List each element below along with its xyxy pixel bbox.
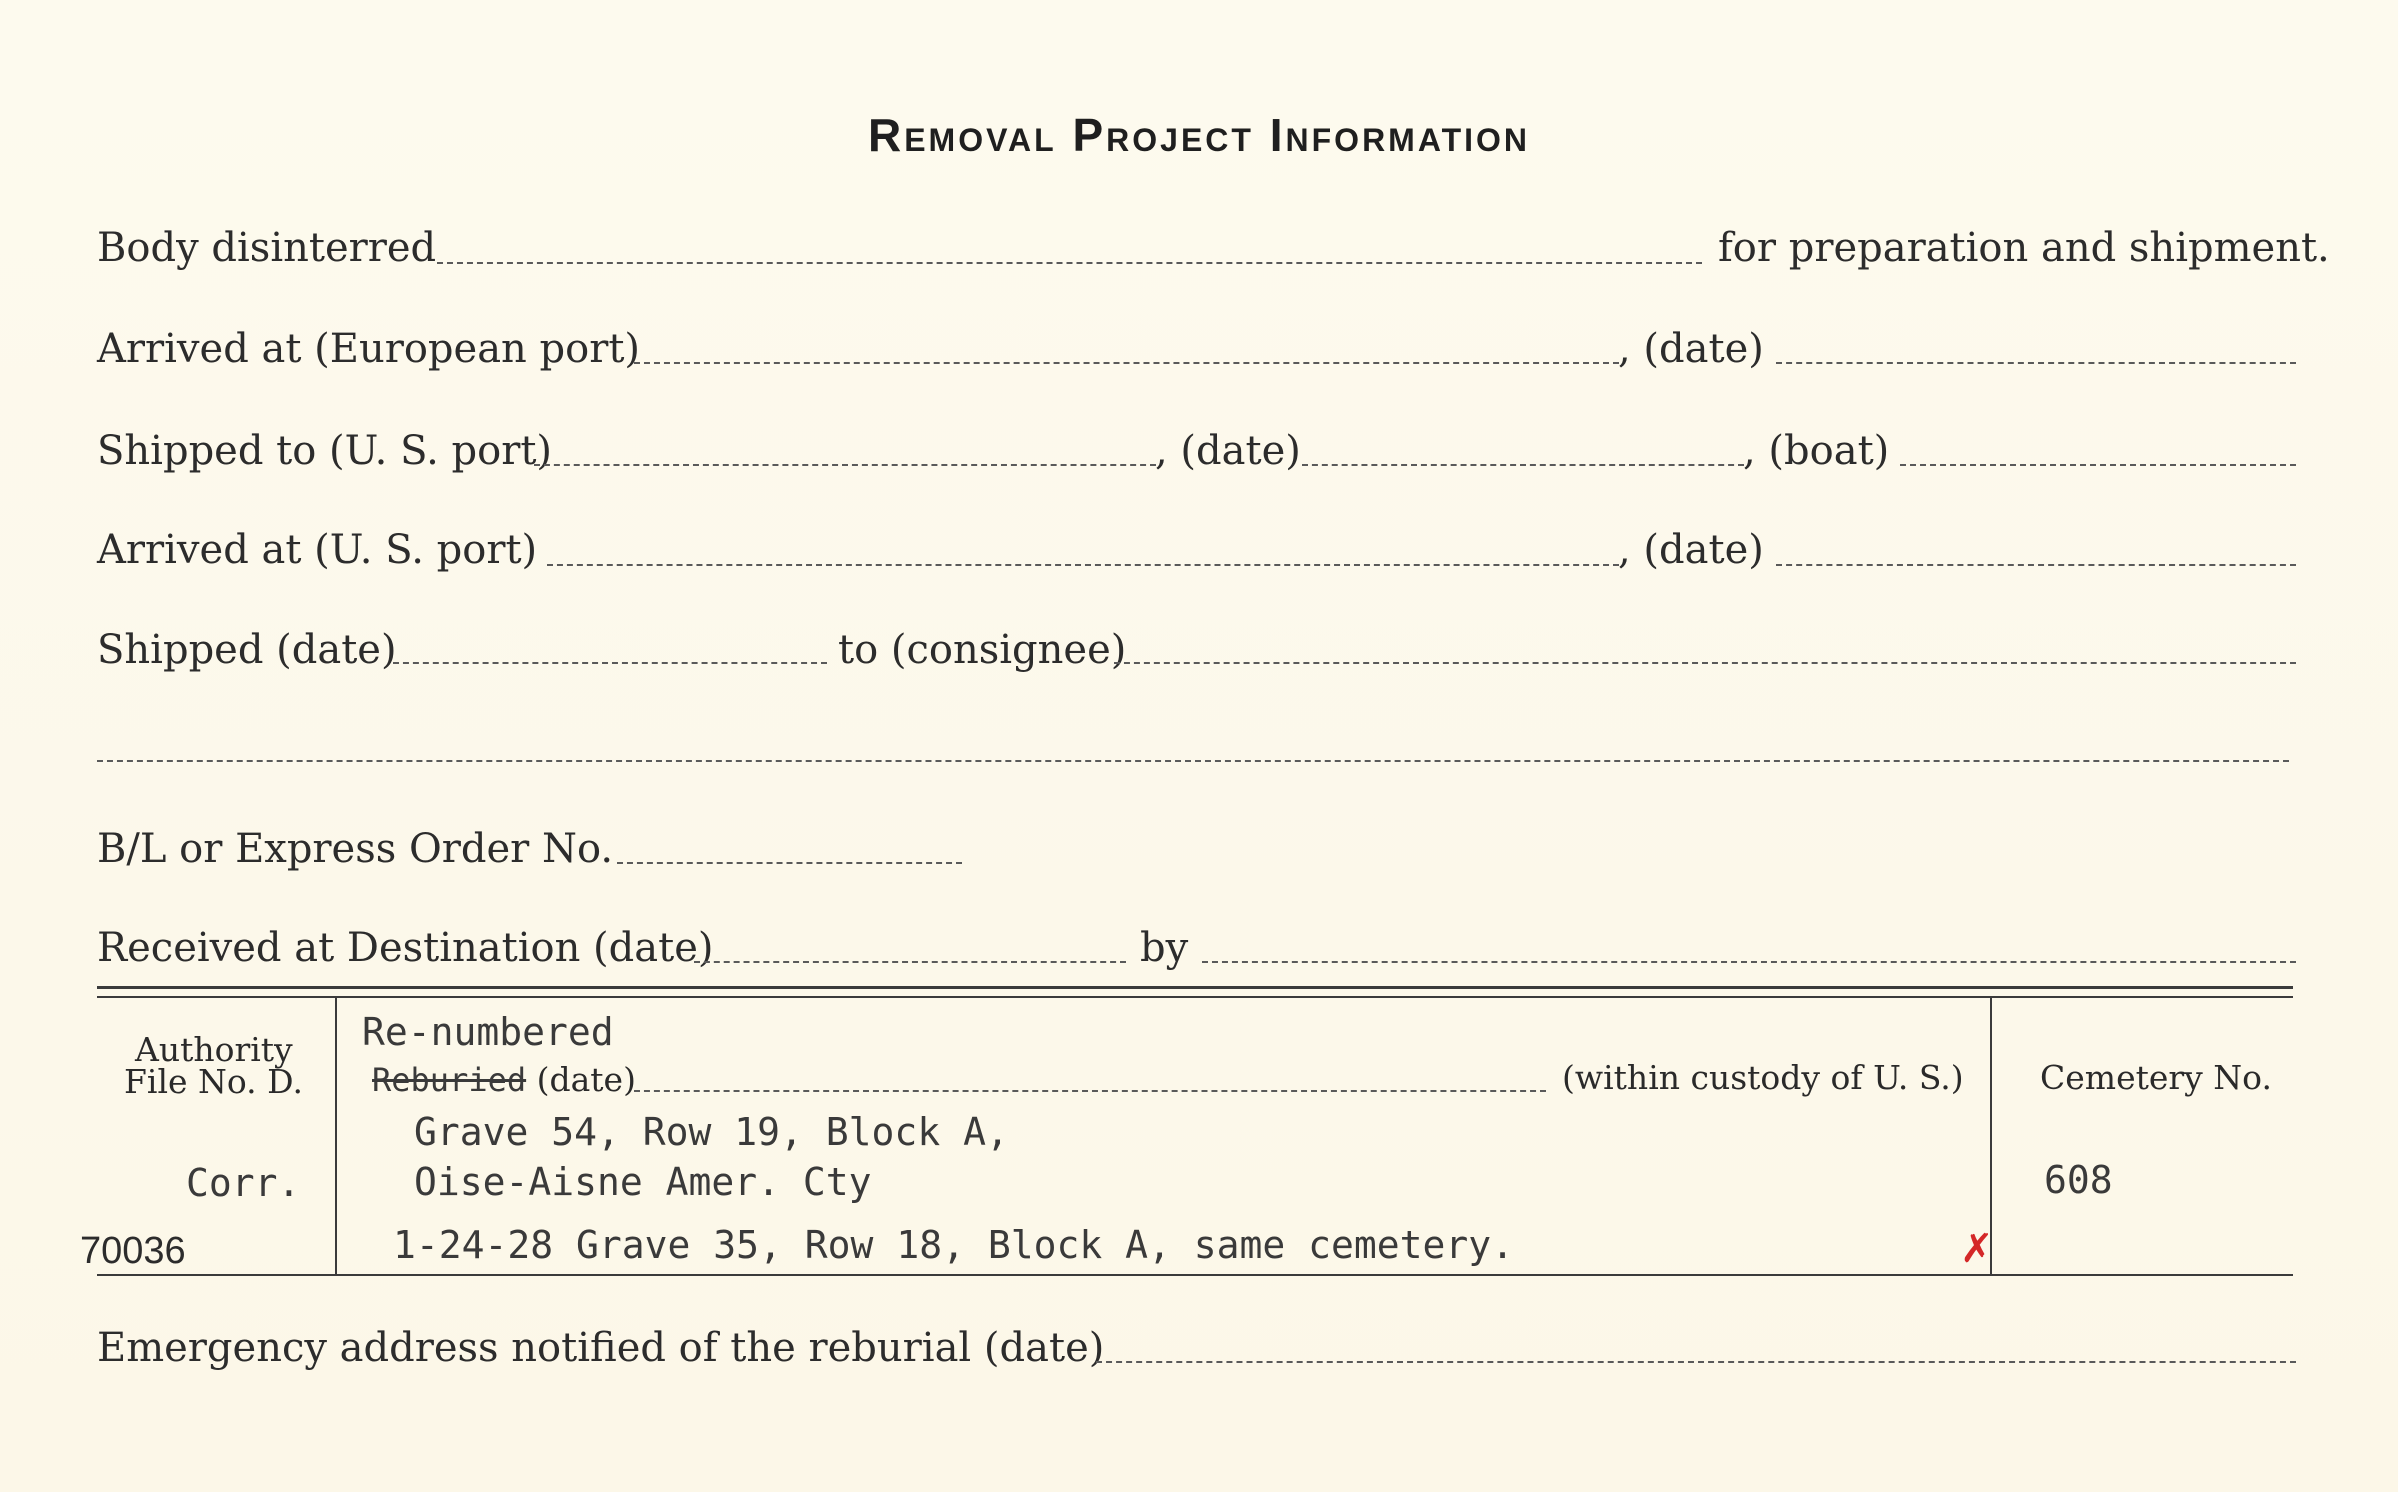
european-date-label: , (date) xyxy=(1618,326,1764,372)
reburied-date-field[interactable] xyxy=(634,1090,1546,1092)
received-destination-label: Received at Destination (date) xyxy=(97,925,714,971)
arrived-us-date-label: , (date) xyxy=(1618,527,1764,573)
shipped-us-port-label: Shipped to (U. S. port) xyxy=(97,428,552,474)
received-by-field[interactable] xyxy=(1202,961,2296,963)
shipped-date-field[interactable] xyxy=(1302,464,1744,466)
european-port-field[interactable] xyxy=(634,362,1619,364)
arrived-european-port-label: Arrived at (European port) xyxy=(97,326,641,372)
arrived-us-port-field[interactable] xyxy=(547,564,1619,566)
divider-top xyxy=(97,986,2293,989)
grave-line-1: Grave 54, Row 19, Block A, xyxy=(414,1110,1009,1154)
divider-bottom xyxy=(97,1274,2293,1276)
body-disinterred-label: Body disinterred xyxy=(97,225,437,271)
shipped-date-label: , (date) xyxy=(1155,428,1301,474)
cemetery-no-label: Cemetery No. xyxy=(2040,1058,2272,1097)
arrived-us-port-label: Arrived at (U. S. port) xyxy=(97,527,538,573)
shipped-date-row-field[interactable] xyxy=(393,662,827,664)
emergency-date-field[interactable] xyxy=(1096,1361,2296,1363)
bl-order-label: B/L or Express Order No. xyxy=(97,826,614,872)
page-title: Removal Project Information xyxy=(867,109,1531,161)
european-date-field[interactable] xyxy=(1776,362,2296,364)
received-by-label: by xyxy=(1140,925,1189,971)
boat-label: , (boat) xyxy=(1743,428,1890,474)
reburied-label xyxy=(372,1060,636,1099)
shipped-date-row-label: Shipped (date) xyxy=(97,627,397,673)
custody-label: (within custody of U. S.) xyxy=(1562,1058,1964,1097)
divider-top-2 xyxy=(97,996,2293,998)
body-disinterred-field[interactable] xyxy=(437,262,1702,264)
received-date-field[interactable] xyxy=(694,961,1126,963)
corr-text: Corr. xyxy=(186,1161,301,1205)
consignee-label: to (consignee) xyxy=(838,627,1127,673)
file-number: 70036 xyxy=(80,1230,186,1272)
cemetery-number: 608 xyxy=(2044,1158,2113,1202)
reburied-struck-text: Reburied xyxy=(372,1061,527,1099)
us-port-field[interactable] xyxy=(534,464,1156,466)
emergency-label: Emergency address notified of the reburial (date) xyxy=(97,1325,1105,1371)
bl-order-field[interactable] xyxy=(617,862,962,864)
divider-left xyxy=(335,998,337,1274)
grave-line-3: 1-24-28 Grave 35, Row 18, Block A, same cemetery. xyxy=(393,1223,1515,1267)
preparation-shipment-label: for preparation and shipment. xyxy=(1718,225,2330,271)
boat-field[interactable] xyxy=(1900,464,2296,466)
check-mark: ✗ xyxy=(1960,1226,1994,1272)
authority-label: Authority xyxy=(135,1030,293,1069)
renumbered-text: Re-numbered xyxy=(362,1010,614,1054)
grave-line-2: Oise-Aisne Amer. Cty xyxy=(414,1160,872,1204)
continuation-line[interactable] xyxy=(97,760,2289,762)
reburied-date-label: (date) xyxy=(536,1060,636,1099)
file-no-label: File No. D. xyxy=(124,1062,303,1101)
consignee-field[interactable] xyxy=(1114,662,2296,664)
arrived-us-date-field[interactable] xyxy=(1776,564,2296,566)
